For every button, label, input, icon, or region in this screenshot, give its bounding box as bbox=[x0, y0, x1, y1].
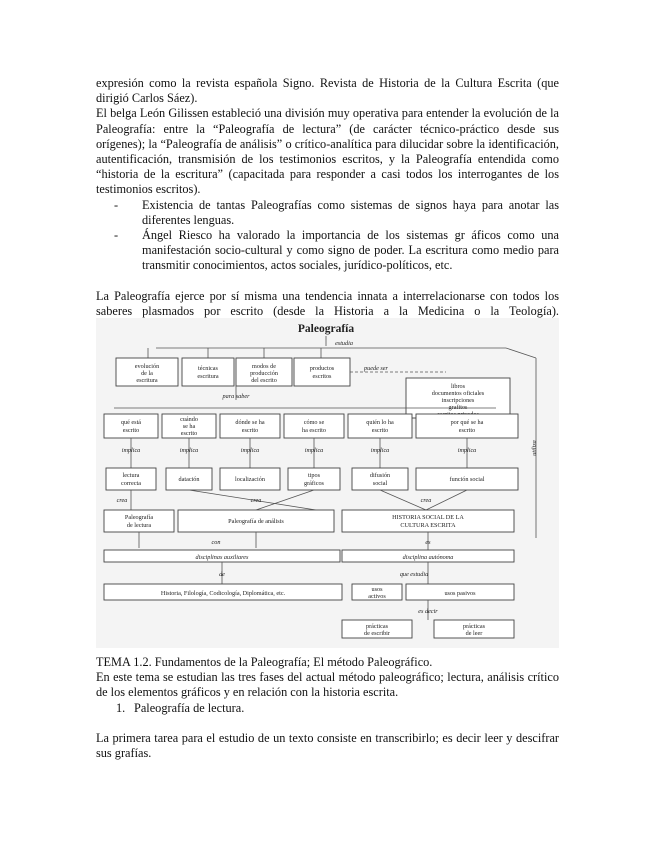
list-number: 1. bbox=[116, 700, 126, 715]
label-con: con bbox=[211, 539, 221, 546]
box-productos-line1: productos bbox=[309, 365, 335, 372]
label-es-decir: es decir bbox=[418, 608, 438, 615]
questions-row bbox=[104, 414, 518, 438]
practicas-leer-1: prácticas bbox=[463, 623, 485, 630]
source-documentos: documentos oficiales bbox=[431, 390, 485, 397]
box-modos-line2: producción bbox=[250, 370, 278, 377]
disciplines-text: Historia, Filología, Codicología, Diplomática, etc. bbox=[160, 590, 286, 597]
list-text: Paleografía de lectura. bbox=[134, 700, 245, 715]
page-text-bottom bbox=[96, 655, 559, 761]
question-1a: qué está bbox=[120, 419, 142, 426]
paleo-lectura-1: Paleografía bbox=[124, 514, 154, 521]
question-4a: cómo se bbox=[303, 419, 325, 426]
diagram-title: Paleografía bbox=[297, 323, 355, 335]
box-tecnicas-line2: escritura bbox=[197, 373, 219, 380]
label-implica: implica bbox=[370, 447, 390, 454]
label-para-saber: para saber bbox=[222, 393, 250, 400]
question-2a: cuándo bbox=[180, 416, 198, 423]
result-datacion: datación bbox=[178, 476, 200, 483]
paragraph-interrelation: La Paleografía ejerce por sí misma una tendencia innata a interrelacionarse con todos los saberes plasmados por escrito (desde la Historia a la Medicina o la Teología). bbox=[96, 288, 559, 318]
paragraph-gilissen: El belga León Gilissen estableció una división muy operativa para entender la evolución de la Paleografía: entre la “Paleografía de lectura” (de carácter técnico-práctico desde sus orígenes); la “Paleografía de análisis” o crítico-analítica para dilucidar sobre la identificación, autentificación, transmisión de los testimonios escritos, y la Paleografía entendida como “historia de la escritura” (capacitada para responder a casi todos los interrogantes de los testimonios escritos). bbox=[96, 106, 559, 197]
section-heading: TEMA 1.2. Fundamentos de la Paleografía; El método Paleográfico. bbox=[96, 655, 433, 669]
box-productos bbox=[294, 358, 350, 386]
label-crea: crea bbox=[116, 497, 128, 504]
question-4b: ha escrito bbox=[302, 427, 326, 434]
result-tipos-2: gráficos bbox=[304, 480, 324, 487]
practicas-leer-2: de leer bbox=[465, 630, 483, 637]
label-que-estudia: que estudia bbox=[399, 571, 429, 578]
paragraph-intro: expresión como la revista española Signo. Revista de Historia de la Cultura Escrita (que dirigió Carlos Sáez). bbox=[96, 76, 559, 106]
question-1b: escrito bbox=[122, 427, 140, 434]
paragraph-transcription: La primera tarea para el estudio de un texto consiste en transcribirlo; es decir leer y descifrar sus grafías. bbox=[96, 730, 559, 761]
practicas-escribir-2: de escribir bbox=[364, 630, 390, 637]
result-lectura-2: correcta bbox=[121, 480, 141, 487]
question-5b: escrito bbox=[371, 427, 389, 434]
box-modos-line3: del escrito bbox=[251, 377, 277, 384]
practicas-escribir-1: prácticas bbox=[366, 623, 388, 630]
paleo-analisis: Paleografía de análisis bbox=[228, 518, 284, 525]
label-implica: implica bbox=[304, 447, 324, 454]
box-modos-line1: modos de bbox=[252, 363, 276, 370]
usos-pasivos: usos pasivos bbox=[444, 590, 476, 597]
label-puede-ser: puede ser bbox=[364, 365, 388, 372]
question-6b: escrito bbox=[458, 427, 476, 434]
question-6a: por qué se ha bbox=[450, 419, 484, 426]
label-autonoma: disciplina autónoma bbox=[402, 554, 454, 561]
result-tipos-1: tipos bbox=[307, 472, 321, 479]
box-tecnicas-line1: técnicas bbox=[198, 365, 218, 372]
paleografia-diagram bbox=[96, 318, 559, 648]
box-evolucion-line1: evolución bbox=[134, 363, 160, 370]
usos-activos-1: usos bbox=[371, 586, 383, 593]
box-evolucion-line3: escritura bbox=[136, 377, 158, 384]
label-estudia: estudia bbox=[335, 340, 353, 347]
bullet-text: Existencia de tantas Paleografías como sistemas de signos haya para anotar las diferentes lenguas. bbox=[142, 197, 559, 227]
box-tecnicas bbox=[182, 358, 234, 386]
paleo-lectura-2: de lectura bbox=[126, 522, 152, 529]
question-2b: se ha bbox=[182, 423, 196, 430]
label-de: de bbox=[219, 571, 225, 578]
box-productos-line2: escritos bbox=[312, 373, 332, 380]
result-localizacion: localización bbox=[235, 476, 265, 483]
box-evolucion-line2: de la bbox=[141, 370, 153, 377]
result-difusion-1: difusión bbox=[369, 472, 391, 479]
source-grafitos: grafitos bbox=[448, 404, 468, 411]
label-crea: crea bbox=[420, 497, 432, 504]
paragraph-method: En este tema se estudian las tres fases del actual método paleográfico; lectura, análisis crítico de los elementos gráficos y en relación con la historia escrita. bbox=[96, 670, 559, 700]
question-5a: quién lo ha bbox=[366, 419, 394, 426]
label-implica: implica bbox=[457, 447, 477, 454]
question-3b: escrito bbox=[241, 427, 259, 434]
list-item bbox=[114, 228, 559, 274]
results-row bbox=[106, 468, 518, 490]
label-es: es bbox=[425, 539, 431, 546]
list-item bbox=[114, 198, 559, 228]
historia-social-1: HISTORIA SOCIAL DE LA bbox=[392, 514, 464, 521]
question-3a: dónde se ha bbox=[235, 419, 265, 426]
label-implica: implica bbox=[179, 447, 199, 454]
historia-social-2: CULTURA ESCRITA bbox=[400, 522, 456, 529]
result-funcion: función social bbox=[449, 476, 485, 483]
page-text-top bbox=[96, 76, 559, 319]
usos-activos-2: activos bbox=[368, 593, 386, 600]
bullet-dash: - bbox=[114, 228, 119, 243]
label-auxiliares: disciplinas auxiliares bbox=[195, 554, 249, 561]
source-libros: libros bbox=[450, 383, 466, 390]
source-inscripciones: inscripciones bbox=[441, 397, 475, 404]
bullet-dash: - bbox=[114, 197, 119, 212]
label-implica: implica bbox=[121, 447, 141, 454]
bullet-text: Ángel Riesco ha valorado la importancia de los sistemas gr áficos como una manifestación socio-cultural y como signo de poder. La escritura como medio para transmitir conocimientos, actos sociales, jurídico-políticos, etc. bbox=[142, 228, 559, 273]
result-lectura-1: lectura bbox=[122, 472, 140, 479]
result-difusion-2: social bbox=[372, 480, 388, 487]
label-implica: implica bbox=[240, 447, 260, 454]
label-side: utiliza bbox=[531, 440, 538, 456]
label-crea: crea bbox=[250, 497, 262, 504]
list-item bbox=[116, 701, 559, 716]
question-2c: escrito bbox=[180, 430, 198, 437]
